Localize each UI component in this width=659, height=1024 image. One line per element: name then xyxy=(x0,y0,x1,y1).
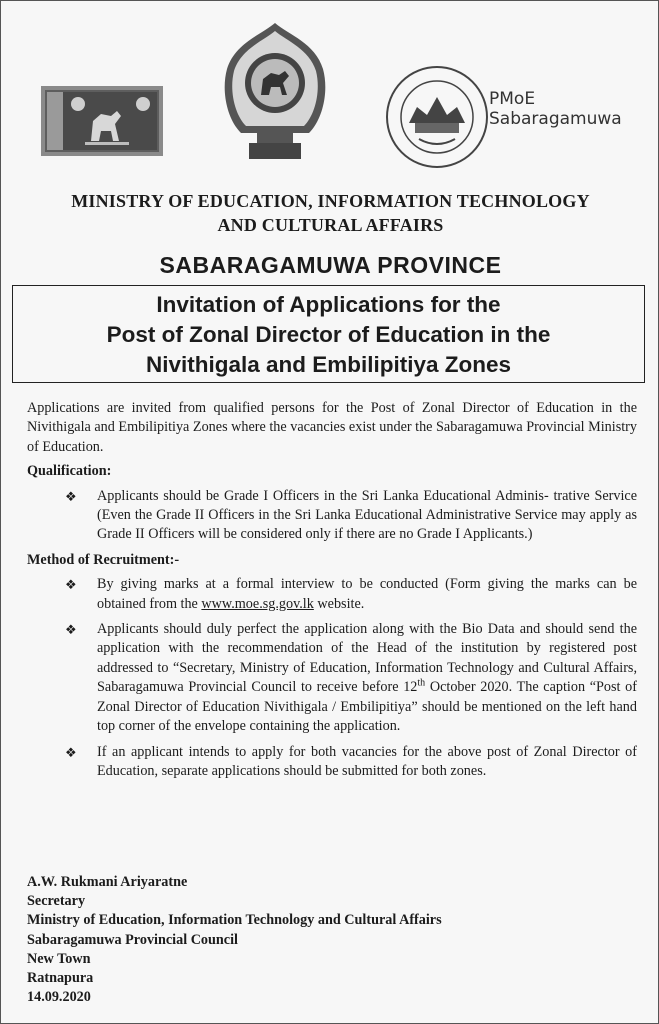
signatory-council: Sabaragamuwa Provincial Council xyxy=(27,931,238,948)
signatory-name: A.W. Rukmani Ariyaratne xyxy=(27,874,188,890)
sri-lanka-flag-logo xyxy=(41,86,163,156)
qualification-text: Applicants should be Grade I Officers in the Sri Lanka Educational Adminis- trative Service (Even the Grade II Officers in the Sri Lanka Educational Administrative Service may apply as Grade II Officers will be considered only if there are no Grade I Applicants.) xyxy=(97,487,637,543)
bullet-icon: ❖ xyxy=(65,622,77,638)
recruitment-item-1-text: By giving marks at a formal interview to be conducted (Form giving the marks can be obtained from the xyxy=(97,576,637,612)
intro-paragraph: Applications are invited from qualified persons for the Post of Zonal Director of Education in the Nivithigala and Embilipitiya Zones where the vacancies exist under the Sabaragamuwa Provincial Ministry of Education. xyxy=(27,400,637,455)
signatory-position: Secretary xyxy=(27,893,86,910)
title-line1: Invitation of Applications for the xyxy=(156,292,501,317)
bullet-icon: ❖ xyxy=(65,577,77,593)
qualification-heading: Qualification: xyxy=(27,463,112,480)
ministry-heading xyxy=(1,189,659,237)
notice-date: 14.09.2020 xyxy=(27,989,91,1006)
recruitment-item-2-text-end: October 2020. The caption “Post of Zonal Director of Education Nivithigala / Embilipitiya” should be mentioned on the left hand top corner of the envelope containing the application. xyxy=(97,679,637,735)
address-city: Ratnapura xyxy=(27,970,94,987)
signature-block xyxy=(27,873,442,1007)
title-line2: Post of Zonal Director of Education in the xyxy=(106,322,551,347)
recruitment-item-3 xyxy=(27,743,637,782)
recruitment-item-2-text: Applicants should duly perfect the application along with the Bio Data and should send the application with the recommendation of the Head of the institution by registered post addressed to “Secretary, Ministry of Education, Information Technology and Cultural Affairs, Sabaragamuwa Provincial Council to receive before 12 xyxy=(97,621,637,696)
recruitment-item-3-text: If an applicant intends to apply for both vacancies for the above post of Zonal Director of Education, separate applications should be submitted for both zones. xyxy=(97,743,637,779)
pmoe-sabaragamuwa-logo-text xyxy=(489,89,649,129)
sabaragamuwa-text: Sabaragamuwa xyxy=(489,109,622,129)
bullet-icon: ❖ xyxy=(65,488,77,504)
title-line3: Nivithigala and Embilipitiya Zones xyxy=(145,352,512,377)
notice-body xyxy=(27,399,637,787)
pmoe-text: PMoE xyxy=(489,89,536,109)
ordinal-suffix: th xyxy=(417,677,426,689)
notice-title-box xyxy=(12,285,645,383)
signatory-office: Ministry of Education, Information Technology and Cultural Affairs xyxy=(27,912,442,929)
recruitment-item-2 xyxy=(27,620,637,736)
qualification-item xyxy=(27,487,637,545)
recruitment-item-1-text-end: website. xyxy=(313,595,365,612)
province-heading: SABARAGAMUWA PROVINCE xyxy=(159,252,502,278)
ministry-heading-line1: MINISTRY OF EDUCATION, INFORMATION TECHNOLOGY xyxy=(71,191,590,211)
address-town: New Town xyxy=(27,950,91,967)
ministry-heading-line2: AND CULTURAL AFFAIRS xyxy=(217,215,444,235)
recruitment-item-1 xyxy=(27,575,637,614)
recruitment-heading: Method of Recruitment:- xyxy=(27,551,180,568)
national-emblem-logo xyxy=(219,21,331,161)
provincial-ministry-seal-logo xyxy=(381,63,493,171)
bullet-icon: ❖ xyxy=(65,744,77,760)
website-link[interactable]: www.moe.sg.gov.lk xyxy=(201,595,314,612)
